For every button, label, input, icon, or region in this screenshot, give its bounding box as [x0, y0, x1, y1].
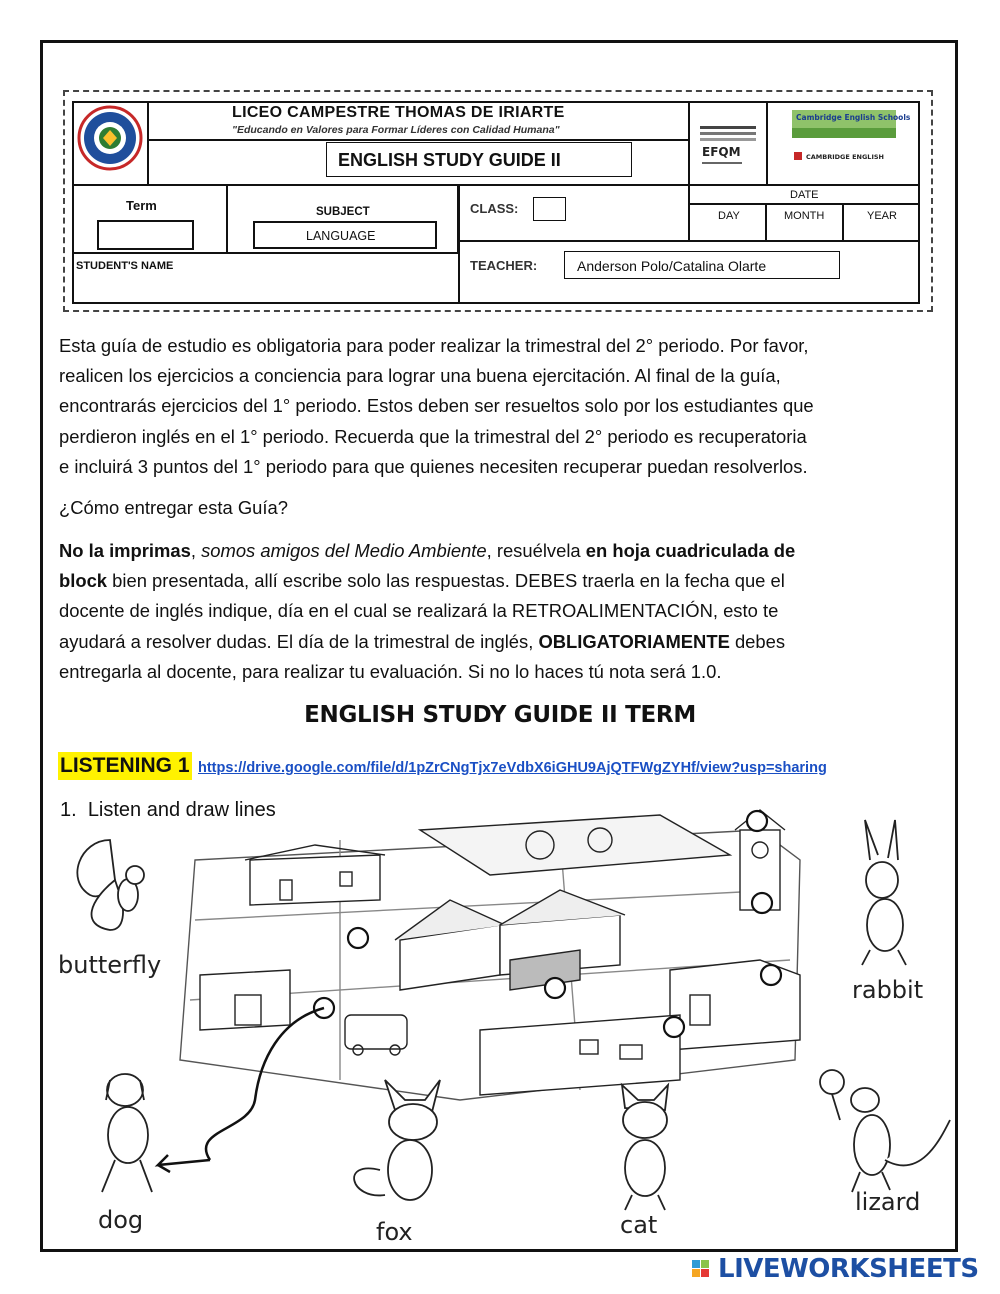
term-label: Term — [126, 198, 157, 213]
section-title: ENGLISH STUDY GUIDE II TERM — [304, 702, 696, 728]
answer-circle-tower-top[interactable] — [747, 811, 767, 831]
answer-circle-tower[interactable] — [752, 893, 772, 913]
lizard-icon — [820, 1070, 950, 1192]
answer-circle-houses[interactable] — [348, 928, 368, 948]
cambridge-schools-text: Cambridge English Schools — [796, 113, 911, 122]
date-divider — [688, 184, 690, 241]
dog-icon — [102, 1074, 152, 1192]
efqm-text: EFQM — [702, 145, 741, 159]
class-label: CLASS: — [470, 201, 519, 216]
label-lizard: lizard — [855, 1188, 921, 1216]
intro-line-2: realicen los ejercicios a conciencia para lograr una buena ejercitación. Al final de la guía, — [59, 365, 781, 387]
day-label: DAY — [718, 210, 740, 222]
town-illustration — [40, 800, 958, 1250]
term-input[interactable] — [97, 220, 194, 250]
day-divider — [765, 203, 767, 241]
month-divider — [842, 203, 844, 241]
class-input[interactable] — [533, 197, 566, 221]
label-fox: fox — [376, 1218, 413, 1246]
cat-icon — [622, 1085, 668, 1210]
logo-cell — [72, 101, 149, 186]
school-name: LICEO CAMPESTRE THOMAS DE IRIARTE — [232, 104, 565, 121]
exercise-number: 1. — [60, 799, 77, 821]
label-butterfly: butterfly — [58, 951, 162, 979]
intro-line-1: Esta guía de estudio es obligatoria para poder realizar la trimestral del 2° periodo. Por favor, — [59, 335, 809, 356]
listening-label: LISTENING 1 — [58, 752, 192, 780]
year-label: YEAR — [867, 210, 897, 222]
student-name-label: STUDENT'S NAME — [76, 260, 174, 272]
butterfly-icon — [77, 840, 144, 930]
exercise-instruction: 1. Listen and draw lines — [60, 799, 276, 821]
teacher-value: Anderson Polo/Catalina Olarte — [577, 258, 767, 274]
label-rabbit: rabbit — [852, 976, 924, 1004]
intro-line-4: perdieron inglés en el 1° periodo. Recuerda que la trimestral del 2° periodo es recuperatoria — [59, 425, 807, 447]
mid-divider — [458, 184, 460, 304]
instructions-paragraph — [59, 536, 929, 687]
date-label: DATE — [790, 189, 819, 201]
delivery-question: ¿Cómo entregar esta Guía? — [59, 497, 288, 518]
label-cat: cat — [620, 1211, 658, 1239]
date-subdivider — [688, 203, 920, 205]
intro-line-3: encontrarás ejercicios del 1° periodo. Estos deben ser resueltos solo por los estudiantes que — [59, 395, 814, 417]
student-divider — [72, 252, 460, 254]
answer-circle-shop[interactable] — [664, 1017, 684, 1037]
intro-paragraph — [59, 331, 929, 482]
footer-brand[interactable]: LIVEWORKSHEETS — [718, 1254, 979, 1284]
cambridge-english-text: CAMBRIDGE ENGLISH — [806, 153, 884, 161]
teacher-label: TEACHER: — [470, 258, 538, 273]
instructions-line-3: docente de inglés indique, día en el cual se realizará la RETROALIMENTACIÓN, esto te — [59, 600, 779, 622]
instructions-line-2: block bien presentada, allí escribe solo las respuestas. DEBES traerla en la fecha que el — [59, 570, 785, 592]
school-motto: "Educando en Valores para Formar Líderes con Calidad Humana" — [232, 124, 560, 136]
subject-value: LANGUAGE — [306, 229, 376, 243]
efqm-logo-icon — [698, 108, 758, 174]
teacher-divider — [458, 240, 920, 242]
month-label: MONTH — [784, 210, 825, 222]
subject-label: SUBJECT — [316, 206, 370, 218]
fox-icon — [354, 1080, 440, 1200]
cambridge-logo-icon — [790, 108, 911, 180]
intro-line-5: e incluirá 3 puntos del 1° periodo para que quienes necesiten recuperar puedan resolverlos. — [59, 455, 808, 477]
answer-circle-center[interactable] — [545, 978, 565, 998]
listening-audio-link[interactable]: https://drive.google.com/file/d/1pZrCNgTjx7eVdbX6iGHU9AjQTFWgZYHf/view?usp=sharing — [198, 760, 827, 776]
guide-title: ENGLISH STUDY GUIDE II — [338, 150, 561, 170]
example-line — [206, 1008, 324, 1160]
liveworksheets-logo-icon — [690, 1258, 720, 1282]
label-dog: dog — [98, 1206, 144, 1234]
town-scene — [180, 810, 800, 1100]
instructions-line-1: No la imprimas, somos amigos del Medio Ambiente, resuélvela en hoja cuadriculada de — [59, 540, 796, 561]
instructions-line-4: ayudará a resolver dudas. El día de la trimestral de inglés, OBLIGATORIAMENTE debes — [59, 630, 786, 652]
answer-circle-right-building[interactable] — [761, 965, 781, 985]
instructions-line-5: entregarla al docente, para realizar tu evaluación. Si no lo haces tú nota será 1.0. — [59, 660, 722, 682]
rabbit-icon — [862, 820, 906, 965]
